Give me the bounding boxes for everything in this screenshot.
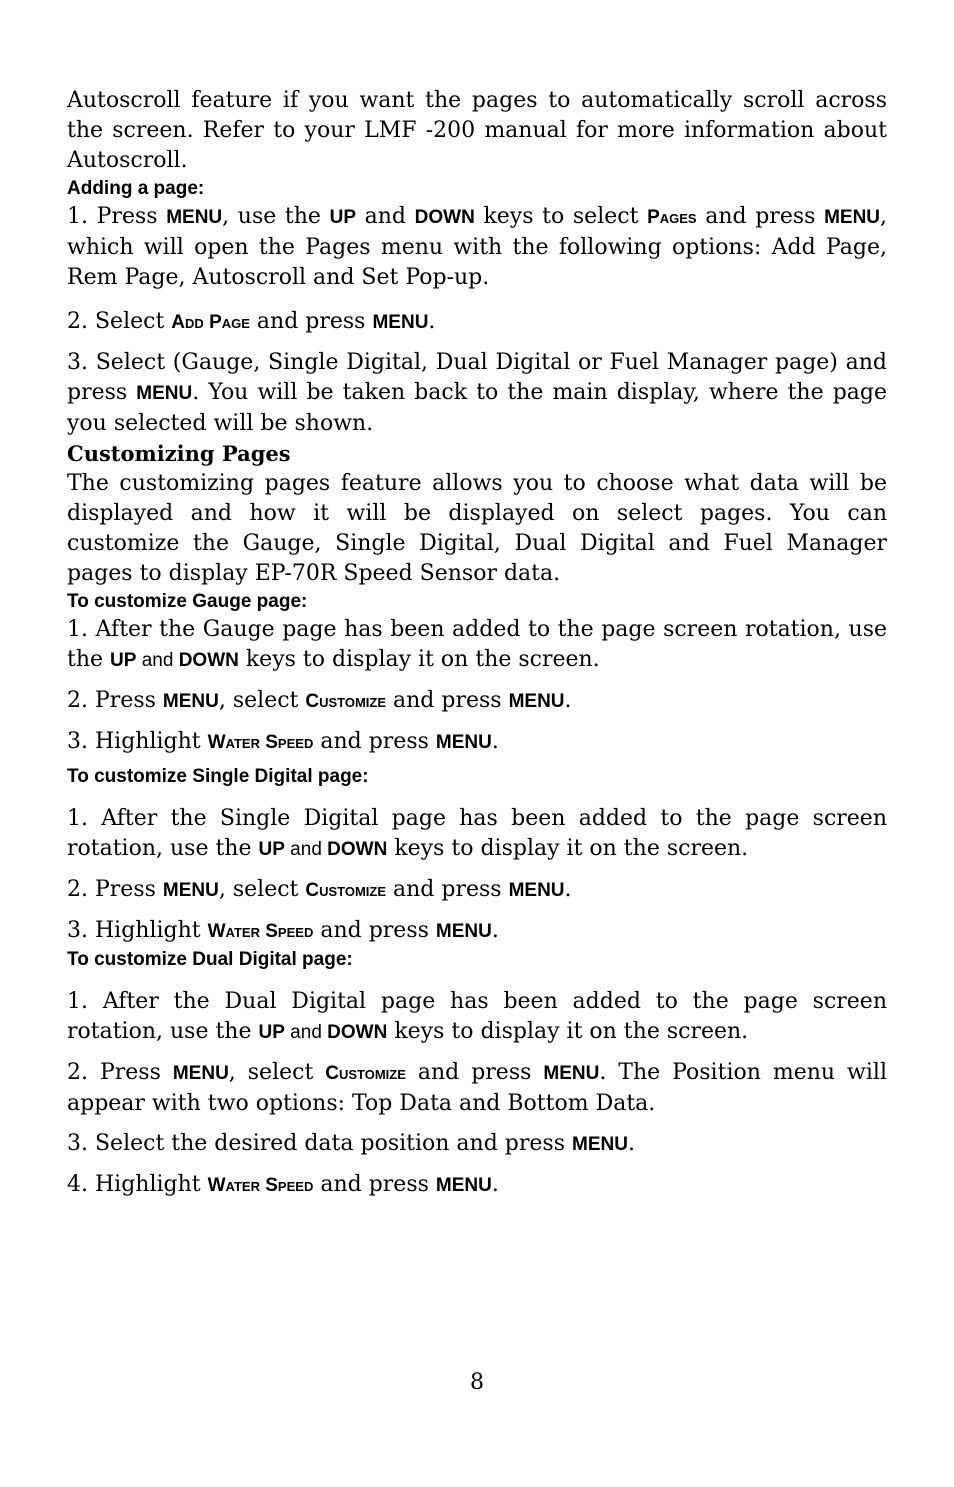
- up-key: UP: [329, 207, 356, 228]
- gauge-step-2: 2. Press MENU, select Customize and press MENU.: [67, 688, 572, 713]
- menu-key: MENU: [166, 207, 223, 228]
- single-step-2: 2. Press MENU, select Customize and press MENU.: [67, 877, 572, 902]
- up-key: UP: [110, 650, 137, 671]
- menu-key: MENU: [435, 732, 492, 753]
- water-speed-command: Water Speed: [207, 732, 314, 753]
- menu-key: MENU: [372, 312, 429, 333]
- menu-key: MENU: [136, 383, 193, 404]
- menu-key: MENU: [508, 880, 565, 901]
- water-speed-command: Water Speed: [207, 1175, 314, 1196]
- customizing-pages-heading: Customizing Pages: [67, 441, 291, 466]
- document-page: [67, 86, 887, 1201]
- menu-key: MENU: [543, 1063, 600, 1084]
- down-key: DOWN: [327, 1022, 388, 1043]
- menu-key: MENU: [162, 691, 219, 712]
- dual-step-2: 2. Press MENU, select Customize and press MENU. The Position menu will appear with two options: Top Data and Bottom Data.: [67, 1060, 887, 1116]
- adding-step-2: 2. Select Add Page and press MENU.: [67, 309, 436, 334]
- customize-command: Customize: [305, 880, 387, 901]
- menu-key: MENU: [435, 921, 492, 942]
- gauge-step-3: 3. Highlight Water Speed and press MENU.: [67, 729, 499, 754]
- down-key: DOWN: [327, 839, 388, 860]
- up-key: UP: [258, 1022, 285, 1043]
- menu-key: MENU: [435, 1175, 492, 1196]
- dual-step-3: 3. Select the desired data position and press MENU.: [67, 1131, 635, 1156]
- menu-key: MENU: [508, 691, 565, 712]
- menu-key: MENU: [172, 1063, 229, 1084]
- adding-page-heading: Adding a page:: [67, 178, 205, 199]
- gauge-heading: To customize Gauge page:: [67, 591, 308, 612]
- customizing-paragraph: The customizing pages feature allows you to choose what data will be displayed and how it will be displayed on select pages. You can customize the Gauge, Single Digital, Dual Digital and Fuel Manager pages to display EP-70R Speed Sensor data.: [67, 471, 887, 586]
- menu-key: MENU: [572, 1134, 628, 1155]
- single-step-1: 1. After the Single Digital page has been added to the page screen rotation, use the UP and DOWN keys to display it on the screen.: [67, 806, 887, 861]
- pages-command: Pages: [647, 207, 697, 228]
- dual-step-4: 4. Highlight Water Speed and press MENU.: [67, 1172, 499, 1197]
- add-page-command: Add Page: [171, 312, 250, 333]
- up-key: UP: [258, 839, 285, 860]
- single-step-3: 3. Highlight Water Speed and press MENU.: [67, 918, 499, 943]
- adding-step-1: 1. Press MENU, use the UP and DOWN keys to select Pages and press MENU, which will open the Pages menu with the following options: Add Page, Rem Page, Autoscroll and Set Pop-up.: [67, 204, 888, 290]
- menu-key: MENU: [824, 207, 881, 228]
- adding-step-3: 3. Select (Gauge, Single Digital, Dual Digital or Fuel Manager page) and press MENU. You will be taken back to the main display, where the page you selected will be shown.: [67, 350, 887, 436]
- water-speed-command: Water Speed: [207, 921, 314, 942]
- down-key: DOWN: [414, 207, 475, 228]
- customize-command: Customize: [325, 1063, 406, 1084]
- menu-key: MENU: [162, 880, 219, 901]
- gauge-step-1: 1. After the Gauge page has been added to the page screen rotation, use the UP and DOWN keys to display it on the screen.: [67, 617, 887, 672]
- page-number: 8: [470, 1370, 484, 1395]
- customize-command: Customize: [305, 691, 387, 712]
- down-key: DOWN: [178, 650, 239, 671]
- intro-paragraph: Autoscroll feature if you want the pages to automatically scroll across the screen. Refer to your LMF -200 manual for more information about Autoscroll.: [67, 88, 887, 173]
- dual-step-1: 1. After the Dual Digital page has been added to the page screen rotation, use the UP and DOWN keys to display it on the screen.: [67, 989, 887, 1044]
- dual-digital-heading: To customize Dual Digital page:: [67, 949, 353, 970]
- single-digital-heading: To customize Single Digital page:: [67, 766, 369, 787]
